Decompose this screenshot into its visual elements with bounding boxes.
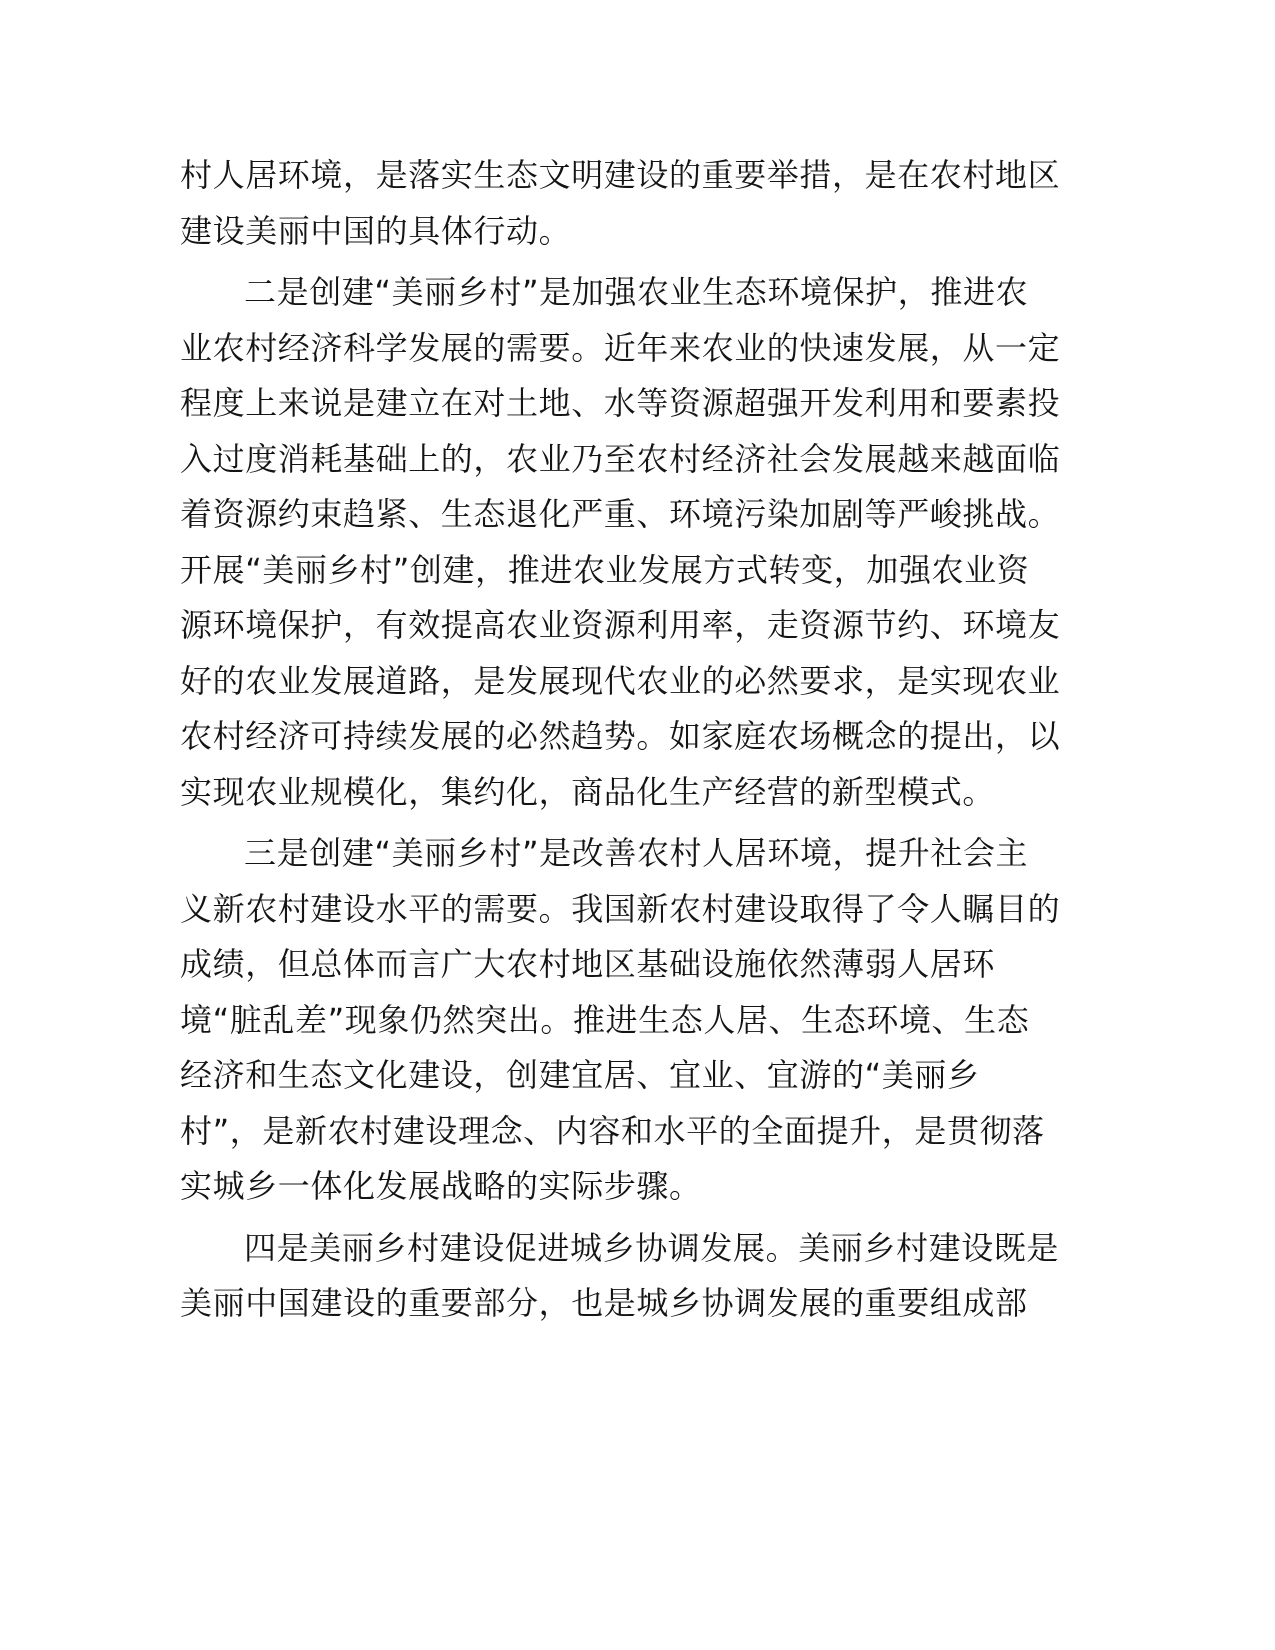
text-line: 程度上来说是建立在对土地、水等资源超强开发利用和要素投 xyxy=(180,384,1061,422)
text-line: 村”，是新农村建设理念、内容和水平的全面提升，是贯彻落 xyxy=(180,1111,1045,1150)
body-text xyxy=(180,148,1061,1338)
paragraph-1 xyxy=(180,148,1061,259)
text-line: 成绩，但总体而言广大农村地区基础设施依然薄弱人居环 xyxy=(180,945,996,983)
text-line: 经济和生态文化建设，创建宜居、宜业、宜游的“美丽乡 xyxy=(180,1056,980,1094)
paragraph-3 xyxy=(180,826,1061,1215)
text-line: 村人居环境，是落实生态文明建设的重要举措，是在农村地区 xyxy=(180,156,1061,194)
text-line: 实现农业规模化，集约化，商品化生产经营的新型模式。 xyxy=(180,772,996,811)
text-line: 建设美丽中国的具体行动。 xyxy=(180,211,572,250)
text-line: 义新农村建设水平的需要。我国新农村建设取得了令人瞩目的 xyxy=(180,889,1061,928)
text-line: 开展“美丽乡村”创建，推进农业发展方式转变，加强农业资 xyxy=(180,550,1030,589)
text-line: 入过度消耗基础上的，农业乃至农村经济社会发展越来越面临 xyxy=(180,439,1061,478)
text-line: 四是美丽乡村建设促进城乡协调发展。美丽乡村建设既是 xyxy=(244,1228,1060,1267)
text-line: 源环境保护，有效提高农业资源利用率，走资源节约、环境友 xyxy=(180,606,1061,644)
text-line: 二是创建“美丽乡村”是加强农业生态环境保护，推进农 xyxy=(244,273,1029,311)
text-line: 境“脏乱差”现象仍然突出。推进生态人居、生态环境、生态 xyxy=(180,1000,1030,1039)
text-line: 业农村经济科学发展的需要。近年来农业的快速发展，从一定 xyxy=(180,328,1061,367)
text-line: 好的农业发展道路，是发展现代农业的必然要求，是实现农业 xyxy=(180,661,1061,700)
text-line: 三是创建“美丽乡村”是改善农村人居环境，提升社会主 xyxy=(244,834,1029,872)
paragraph-4 xyxy=(180,1221,1060,1332)
text-line: 美丽中国建设的重要部分，也是城乡协调发展的重要组成部 xyxy=(180,1284,1028,1322)
text-line: 着资源约束趋紧、生态退化严重、环境污染加剧等严峻挑战。 xyxy=(180,495,1061,533)
text-line: 农村经济可持续发展的必然趋势。如家庭农场概念的提出，以 xyxy=(180,717,1061,755)
text-line: 实城乡一体化发展战略的实际步骤。 xyxy=(180,1167,702,1205)
paragraph-2 xyxy=(180,265,1061,820)
